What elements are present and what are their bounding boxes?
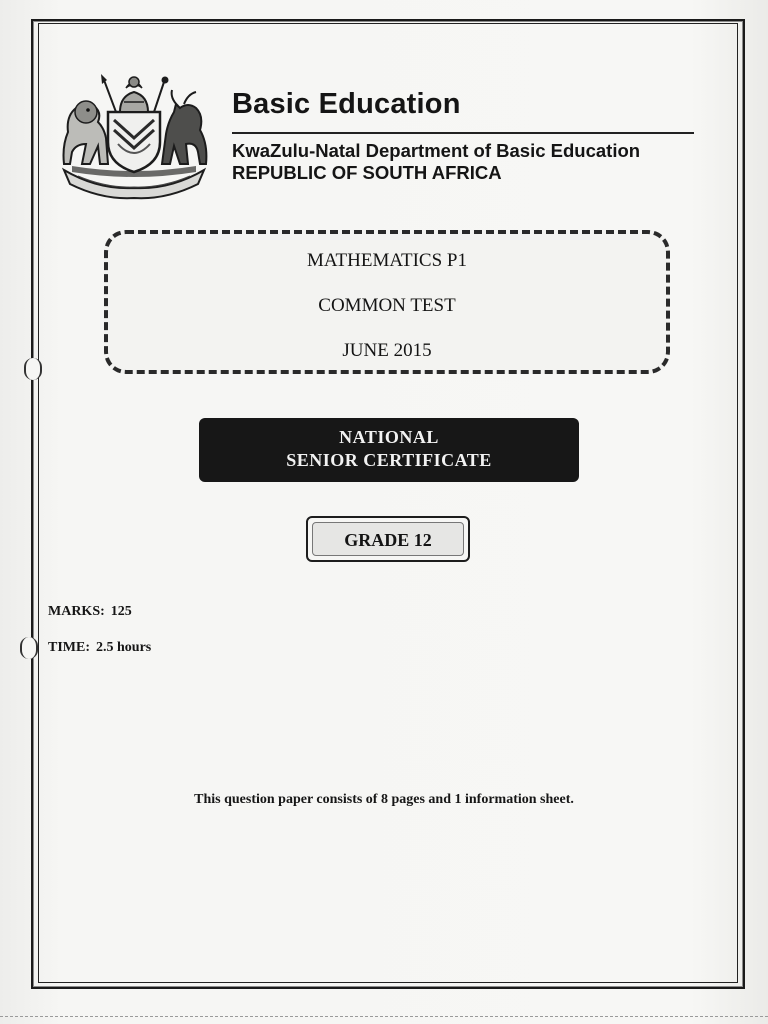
coat-of-arms-icon	[58, 72, 210, 200]
subject-box	[104, 230, 670, 374]
certificate-banner	[199, 418, 579, 482]
page-count-note: This question paper consists of 8 pages and 1 information sheet.	[194, 792, 574, 807]
binder-hole-bottom	[20, 637, 38, 659]
header-title: Basic Education	[232, 88, 461, 120]
grade-box	[306, 516, 470, 562]
time-label: TIME:	[48, 640, 90, 655]
country-name: REPUBLIC OF SOUTH AFRICA	[232, 162, 502, 183]
test-type: COMMON TEST	[318, 295, 456, 316]
header-divider	[232, 132, 694, 134]
marks-row	[48, 604, 132, 620]
time-value: 2.5 hours	[96, 640, 152, 655]
department-name: KwaZulu-Natal Department of Basic Education	[232, 140, 641, 161]
marks-value: 125	[110, 604, 132, 619]
grade-label: GRADE 12	[312, 522, 464, 556]
marks-label: MARKS:	[48, 604, 105, 619]
certificate-line-2: SENIOR CERTIFICATE	[286, 450, 492, 470]
scan-edge-line	[0, 1016, 768, 1017]
certificate-line-1: NATIONAL	[339, 427, 439, 447]
binder-hole-top	[24, 358, 42, 380]
test-date: JUNE 2015	[342, 340, 432, 361]
time-row	[48, 640, 151, 656]
paper-title: MATHEMATICS P1	[307, 250, 467, 271]
